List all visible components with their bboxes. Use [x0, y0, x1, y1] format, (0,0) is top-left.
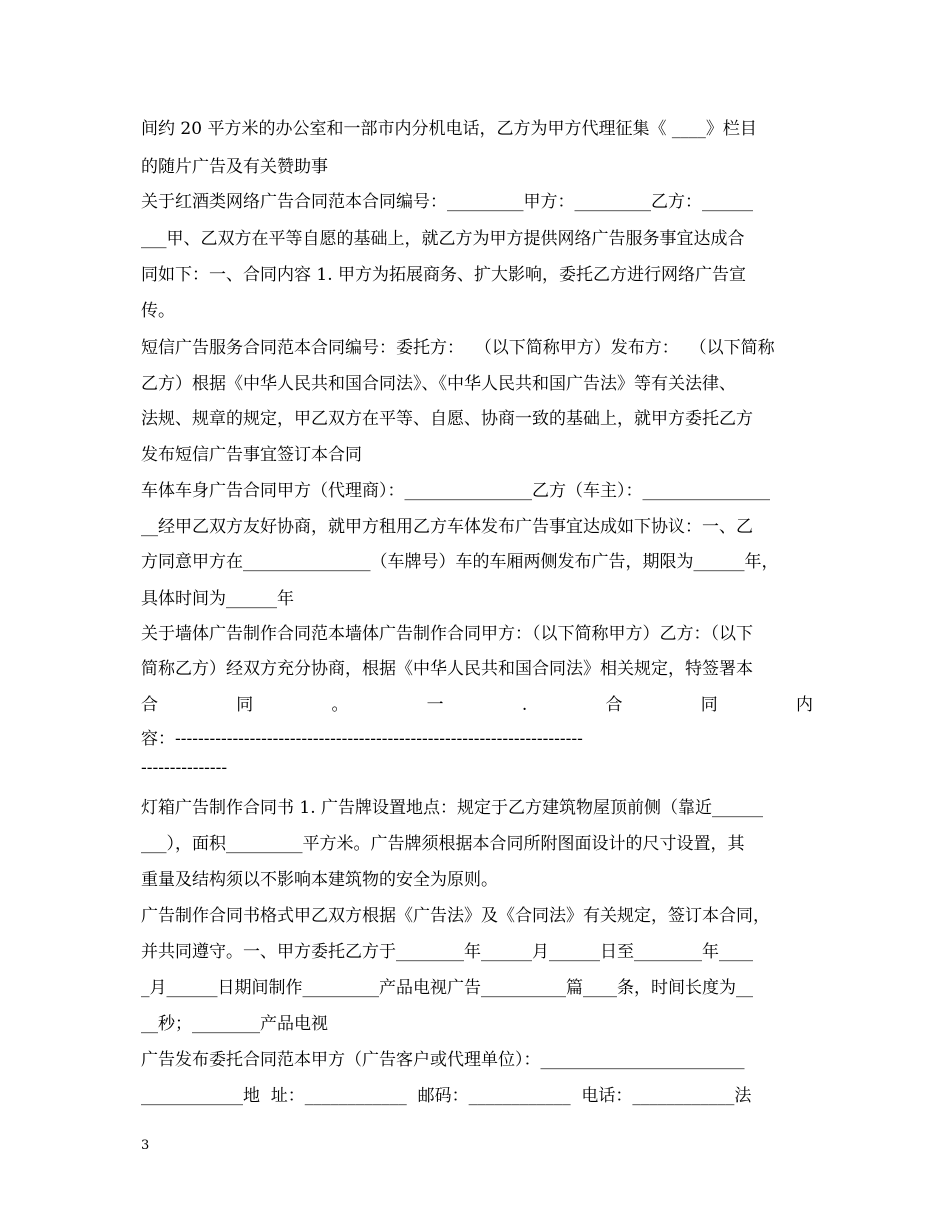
- justified-character: 合: [141, 695, 158, 715]
- justified-character: 同: [700, 695, 718, 715]
- text-line: 具体时间为______年: [141, 589, 294, 609]
- justified-character: 内: [795, 695, 813, 715]
- text-line: 传。: [141, 301, 175, 321]
- justified-character: 同: [236, 695, 254, 715]
- text-line: 乙方）根据《中华人民共和国合同法》、《中华人民共和国广告法》等有关法律、: [141, 374, 736, 394]
- justified-character: .: [521, 695, 528, 715]
- text-line: 同如下：一、合同内容 1. 甲方为拓展商务、扩大影响，委托乙方进行网络广告宣: [141, 265, 747, 285]
- justified-character: 合: [605, 695, 623, 715]
- text-line: 车体车身广告合同甲方（代理商）：_______________乙方（车主）：_______________: [141, 481, 770, 501]
- text-line: __秒；________产品电视: [141, 1014, 328, 1034]
- text-line: 关于红酒类网络广告合同范本合同编号：_________甲方：_________乙方：______: [141, 192, 753, 212]
- text-line: 间约 20 平方米的办公室和一部市内分机电话，乙方为甲方代理征集《 ____》栏目: [141, 119, 757, 139]
- text-line: 发布短信广告事宜签订本合同: [141, 445, 362, 465]
- text-line: __经甲乙双方友好协商，就甲方租用乙方车体发布广告事宜达成如下协议：一、乙: [141, 517, 753, 537]
- justified-character: 一: [426, 695, 444, 715]
- text-line: 关于墙体广告制作合同范本墙体广告制作合同甲方：（以下简称甲方）乙方：（以下: [141, 624, 753, 644]
- page-number: 3: [141, 1138, 150, 1153]
- text-line: ____________地 址：____________ 邮码：____________ 电话：____________法: [141, 1086, 752, 1106]
- text-line: 短信广告服务合同范本合同编号：委托方： （以下简称甲方）发布方： （以下简称: [141, 338, 775, 358]
- text-line: ___），面积_________平方米。广告牌须根据本合同所附图面设计的尺寸设置，其: [141, 834, 745, 854]
- text-line: ___甲、乙双方在平等自愿的基础上，就乙方为甲方提供网络广告服务事宜达成合: [141, 229, 745, 249]
- text-line: _月______日期间制作_________产品电视广告__________篇____条，时间长度为__: [141, 978, 753, 998]
- justified-character: 。: [331, 695, 349, 715]
- text-line: 灯箱广告制作合同书 1. 广告牌设置地点：规定于乙方建筑物屋顶前侧（靠近______: [141, 798, 764, 818]
- text-line: 广告发布委托合同范本甲方（广告客户或代理单位）：________________________: [141, 1050, 745, 1070]
- text-line: 广告制作合同书格式甲乙双方根据《广告法》及《合同法》有关规定，签订本合同，: [141, 906, 770, 926]
- text-line: 的随片广告及有关赞助事: [141, 157, 328, 177]
- text-line: 容：-----------------------------------------------------------------------: [141, 729, 583, 749]
- justified-text-line: [141, 688, 813, 722]
- text-line: ---------------: [141, 758, 228, 778]
- text-line: 重量及结构须以不影响本建筑物的安全为原则。: [141, 870, 498, 890]
- text-line: 法规、规章的规定，甲乙双方在平等、自愿、协商一致的基础上，就甲方委托乙方: [141, 409, 753, 429]
- text-line: 简称乙方）经双方充分协商，根据《中华人民共和国合同法》相关规定，特签署本: [141, 659, 753, 679]
- text-line: 方同意甲方在_______________（车牌号）车的车厢两侧发布广告，期限为______年，: [141, 552, 779, 572]
- text-line: 并共同遵守。一、甲方委托乙方于________年______月______日至________年____: [141, 942, 753, 962]
